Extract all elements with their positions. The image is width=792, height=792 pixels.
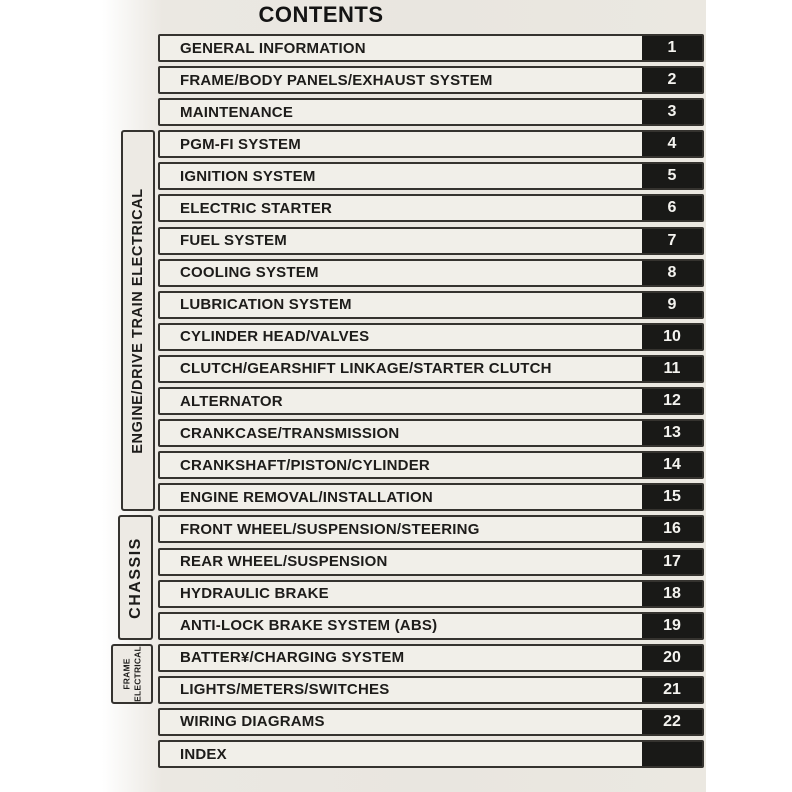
toc-row bbox=[158, 66, 704, 94]
toc-row-number-badge: 14 bbox=[642, 453, 702, 477]
toc-row bbox=[158, 227, 704, 255]
toc-row bbox=[158, 740, 704, 768]
toc-row bbox=[158, 34, 704, 62]
group-label-frame-electrical bbox=[111, 644, 153, 704]
toc-row-number-badge bbox=[642, 742, 702, 766]
toc-row bbox=[158, 194, 704, 222]
toc-row-label: REAR WHEEL/SUSPENSION bbox=[180, 553, 388, 570]
toc-row bbox=[158, 259, 704, 287]
page-title: CONTENTS bbox=[258, 2, 384, 27]
toc-row-number-badge: 22 bbox=[642, 710, 702, 734]
toc-row-number-badge: 17 bbox=[642, 550, 702, 574]
toc-row-number-badge: 12 bbox=[642, 389, 702, 413]
toc-row-label: FRAME/BODY PANELS/EXHAUST SYSTEM bbox=[180, 71, 493, 89]
toc-row bbox=[158, 644, 704, 672]
toc-row-label: ENGINE REMOVAL/INSTALLATION bbox=[180, 488, 433, 506]
toc-row bbox=[158, 483, 704, 511]
toc-row bbox=[158, 580, 704, 608]
toc-row-number-badge: 7 bbox=[642, 229, 702, 253]
toc-row bbox=[158, 387, 704, 415]
toc-row-label: GENERAL INFORMATION bbox=[180, 39, 366, 57]
toc-row-number-badge: 1 bbox=[642, 36, 702, 60]
toc-row-label: PGM-FI SYSTEM bbox=[180, 135, 301, 153]
toc-row-number-badge: 4 bbox=[642, 132, 702, 156]
toc-row-number-badge: 3 bbox=[642, 100, 702, 124]
toc-row-number-badge: 19 bbox=[642, 614, 702, 638]
group-label-text: ENGINE/DRIVE TRAIN ELECTRICAL bbox=[130, 187, 146, 454]
toc-row bbox=[158, 98, 704, 126]
toc-row bbox=[158, 323, 704, 351]
group-label-text bbox=[121, 646, 142, 702]
toc-row-label: HYDRAULIC BRAKE bbox=[180, 585, 329, 603]
toc-row bbox=[158, 708, 704, 736]
group-label-text: CHASSIS bbox=[126, 536, 144, 619]
toc-row-label: CLUTCH/GEARSHIFT LINKAGE/STARTER CLUTCH bbox=[180, 360, 552, 378]
group-label-chassis bbox=[118, 515, 153, 640]
toc-row-number-badge: 11 bbox=[642, 357, 702, 381]
toc-row-label: CYLINDER HEAD/VALVES bbox=[180, 328, 370, 346]
toc-row bbox=[158, 291, 704, 319]
toc-row-label: COOLING SYSTEM bbox=[180, 264, 319, 282]
group-label-line1: FRAME bbox=[121, 658, 132, 690]
toc-row-number-badge: 15 bbox=[642, 485, 702, 509]
toc-row-number-badge: 2 bbox=[642, 68, 702, 92]
toc-row-label: LIGHTS/METERS/SWITCHES bbox=[180, 681, 390, 699]
toc-row-number-badge: 9 bbox=[642, 293, 702, 317]
toc-row-label: CRANKCASE/TRANSMISSION bbox=[180, 424, 400, 442]
toc-row-number-badge: 8 bbox=[642, 261, 702, 285]
toc-row bbox=[158, 355, 704, 383]
toc-row bbox=[158, 419, 704, 447]
toc-row bbox=[158, 548, 704, 576]
toc-row-number-badge: 21 bbox=[642, 678, 702, 702]
toc-row-label: CRANKSHAFT/PISTON/CYLINDER bbox=[180, 456, 430, 474]
toc-row bbox=[158, 612, 704, 640]
toc-row-number-badge: 6 bbox=[642, 196, 702, 220]
toc-row-label: FRONT WHEEL/SUSPENSION/STEERING bbox=[180, 520, 480, 538]
toc-row-number-badge: 20 bbox=[642, 646, 702, 670]
toc-row-label: ANTI-LOCK BRAKE SYSTEM (ABS) bbox=[180, 617, 438, 635]
toc-row-label: ELECTRIC STARTER bbox=[180, 199, 333, 217]
toc-row-label: ALTERNATOR bbox=[180, 392, 283, 410]
toc-row-number-badge: 18 bbox=[642, 582, 702, 606]
toc-row-label: MAINTENANCE bbox=[180, 103, 294, 121]
toc-row-number-badge: 13 bbox=[642, 421, 702, 445]
toc-row-label: LUBRICATION SYSTEM bbox=[180, 296, 352, 314]
contents-list bbox=[158, 34, 704, 772]
toc-row bbox=[158, 451, 704, 479]
toc-row-label: INDEX bbox=[180, 745, 227, 763]
toc-row-label: BATTER¥/CHARGING SYSTEM bbox=[180, 649, 405, 667]
toc-row-number-badge: 10 bbox=[642, 325, 702, 349]
toc-row-label: FUEL SYSTEM bbox=[180, 232, 287, 250]
toc-row bbox=[158, 130, 704, 158]
toc-row-label: IGNITION SYSTEM bbox=[180, 167, 316, 185]
toc-row bbox=[158, 162, 704, 190]
toc-row-label: WIRING DIAGRAMS bbox=[180, 713, 325, 731]
group-label-line2: ELECTRICAL bbox=[132, 646, 142, 702]
toc-row-number-badge: 5 bbox=[642, 164, 702, 188]
group-label-engine-drive-train-electrical bbox=[121, 130, 155, 511]
toc-row bbox=[158, 515, 704, 543]
toc-row-number-badge: 16 bbox=[642, 517, 702, 541]
toc-row bbox=[158, 676, 704, 704]
